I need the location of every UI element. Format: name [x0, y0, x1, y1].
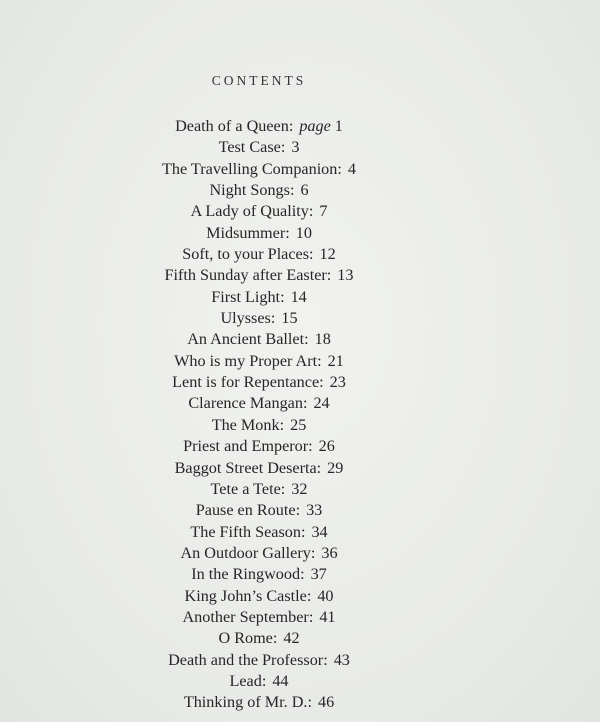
entry-page: 14 — [290, 287, 307, 306]
entry-page: 21 — [327, 351, 344, 370]
contents-entry: King John’s Castle: 40 — [184, 586, 334, 605]
entry-page: 32 — [291, 479, 308, 498]
entry-title: Soft, to your Places — [182, 245, 310, 264]
contents-entry: In the Ringwood: 37 — [191, 565, 327, 584]
entry-page: 34 — [311, 522, 328, 541]
entry-page: 23 — [329, 373, 346, 392]
entry-page: 12 — [319, 245, 336, 264]
contents-entry: Midsummer: 10 — [206, 223, 312, 242]
entry-title: Lent is for Repentance — [172, 373, 320, 392]
entry-page: 46 — [317, 693, 335, 712]
entry-title: The Monk — [211, 415, 280, 434]
entry-title: Priest and Emperor — [183, 437, 309, 456]
contents-entry: Clarence Mangan: 24 — [188, 394, 330, 413]
contents-entry: A Lady of Quality: 7 — [190, 202, 328, 221]
entry-title: Test Case — [218, 138, 281, 157]
entry-page: 26 — [318, 437, 335, 456]
entry-title: Who is my Proper Art — [174, 351, 318, 370]
entry-page: 41 — [319, 607, 336, 626]
contents-entry: Test Case: 3 — [218, 138, 300, 157]
contents-entry: Who is my Proper Art: 21 — [174, 351, 344, 370]
contents-entry: An Outdoor Gallery: 36 — [180, 543, 338, 562]
contents-entry: Baggot Street Deserta: 29 — [174, 458, 344, 477]
entry-title: Night Songs — [209, 181, 290, 200]
entry-title: Clarence Mangan — [188, 394, 303, 413]
entry-page: 1 — [334, 117, 343, 135]
entry-title: Lead — [229, 671, 262, 690]
contents-entry: Night Songs: 6 — [209, 181, 309, 200]
contents-list — [0, 116, 518, 714]
entry-page: 18 — [314, 330, 331, 349]
entry-page: 6 — [300, 181, 309, 200]
entry-page: 10 — [295, 223, 312, 242]
contents-entry: Lent is for Repentance: 23 — [172, 373, 346, 392]
contents-entry: Fifth Sunday after Easter: 13 — [164, 266, 354, 285]
contents-entry: An Ancient Ballet: 18 — [187, 330, 331, 349]
entry-page: 42 — [283, 629, 300, 648]
entry-page: 33 — [306, 501, 323, 520]
contents-entry: Another September: 41 — [182, 607, 336, 626]
contents-heading: CONTENTS — [211, 73, 307, 88]
entry-page: 44 — [272, 671, 289, 690]
entry-page: 36 — [321, 543, 338, 562]
entry-title: Another September — [182, 607, 309, 626]
contents-entry: Ulysses: 15 — [220, 309, 298, 328]
contents-entry: Death and the Professor: 43 — [168, 650, 350, 669]
entry-title: Ulysses — [220, 309, 271, 328]
entry-title: First Light — [211, 287, 281, 306]
contents-entry: Pause en Route: 33 — [195, 501, 323, 520]
contents-entry: First Light: 14 — [211, 287, 307, 306]
entry-page: 4 — [347, 159, 356, 178]
contents-entry: The Travelling Companion: 4 — [162, 159, 356, 178]
contents-entry: O Rome: 42 — [218, 629, 300, 648]
contents-entry: Thinking of Mr. D.: 46 — [183, 693, 335, 712]
entry-title: Thinking of Mr. D. — [183, 693, 308, 712]
entry-title: The Fifth Season — [190, 522, 301, 541]
entry-page: 3 — [291, 138, 300, 157]
entry-page: 40 — [317, 586, 334, 605]
entry-title: A Lady of Quality — [190, 202, 309, 221]
entry-title: Baggot Street Deserta — [174, 458, 317, 477]
entry-title: Tete a Tete — [210, 479, 281, 498]
entry-page: 24 — [313, 394, 330, 413]
entry-page: 25 — [290, 415, 307, 434]
entry-title: The Travelling Companion — [162, 159, 338, 178]
entry-page: 43 — [333, 650, 350, 669]
contents-entry: Tete a Tete: 32 — [210, 479, 308, 498]
entry-title: Midsummer — [206, 223, 286, 242]
entry-title: Death and the Professor — [168, 650, 324, 669]
contents-entry: Priest and Emperor: 26 — [183, 437, 335, 456]
entry-page: 13 — [337, 266, 354, 285]
entry-title: King John’s Castle — [184, 586, 307, 605]
contents-entry: The Fifth Season: 34 — [190, 522, 328, 541]
entry-title: An Outdoor Gallery — [180, 543, 311, 562]
entry-page: 37 — [310, 565, 327, 584]
contents-entry: Lead: 44 — [229, 671, 289, 690]
entry-title: Pause en Route — [195, 501, 296, 520]
entry-title: O Rome — [218, 629, 273, 648]
entry-page: 29 — [327, 458, 344, 477]
entry-title: Fifth Sunday after Easter — [164, 266, 327, 285]
contents-entry: The Monk: 25 — [211, 415, 307, 434]
contents-entry: Death of a Queen: page 1 — [175, 117, 343, 135]
entry-page: 15 — [281, 309, 298, 328]
entry-title: An Ancient Ballet — [187, 330, 305, 349]
entry-title: Death of a Queen — [175, 117, 289, 135]
entry-title: In the Ringwood — [191, 565, 301, 584]
contents-entry: Soft, to your Places: 12 — [182, 245, 336, 264]
entry-page: 7 — [319, 202, 328, 221]
page-prefix: page — [299, 117, 331, 135]
